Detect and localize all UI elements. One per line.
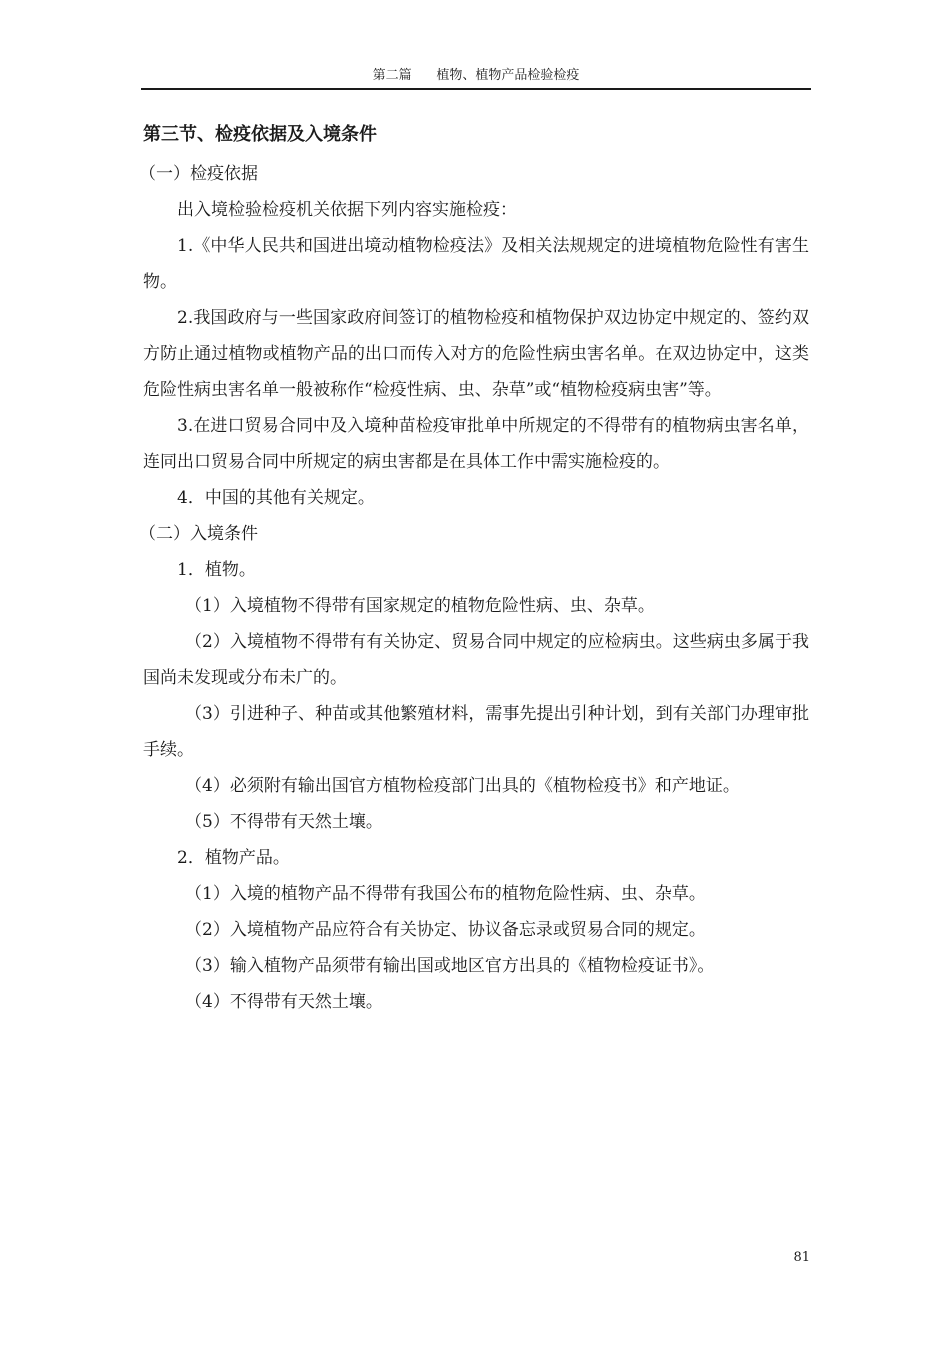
subsection-heading-conditions: （二）入境条件 xyxy=(139,524,258,544)
products-heading: 2．植物产品。 xyxy=(177,848,290,868)
subsection-heading-basis: （一）检疫依据 xyxy=(139,164,258,184)
paragraph-intro: 出入境检验检疫机关依据下列内容实施检疫： xyxy=(177,200,517,220)
page-number: 81 xyxy=(793,1250,810,1265)
plants-heading: 1．植物。 xyxy=(177,560,256,580)
basis-item-4: 4．中国的其他有关规定。 xyxy=(177,488,375,508)
products-item-3: （3）输入植物产品须带有输出国或地区官方出具的《植物检疫证书》。 xyxy=(185,956,715,976)
basis-item-3: 3.在进口贸易合同中及入境种苗检疫审批单中所规定的不得带有的植物病虫害名单，连同出口贸易合同中所规定的病虫害都是在具体工作中需实施检疫的。 xyxy=(143,416,809,472)
plants-item-3: （3）引进种子、种苗或其他繁殖材料，需事先提出引种计划，到有关部门办理审批手续。 xyxy=(143,704,809,760)
page-body xyxy=(139,120,809,1020)
plants-item-1: （1）入境植物不得带有国家规定的植物危险性病、虫、杂草。 xyxy=(185,596,655,616)
plants-item-2: （2）入境植物不得带有有关协定、贸易合同中规定的应检病虫。这些病虫多属于我国尚未发现或分布未广的。 xyxy=(143,632,809,688)
basis-item-2: 2.我国政府与一些国家政府间签订的植物检疫和植物保护双边协定中规定的、签约双方防止通过植物或植物产品的出口而传入对方的危险性病虫害名单。在双边协定中，这类危险性病虫害名单一般被称作“检疫性病、虫、杂草”或“植物检疫病虫害”等。 xyxy=(143,308,809,400)
section-title: 第三节、检疫依据及入境条件 xyxy=(143,124,377,145)
plants-item-4: （4）必须附有输出国官方植物检疫部门出具的《植物检疫书》和产地证。 xyxy=(185,776,740,796)
products-item-1: （1）入境的植物产品不得带有我国公布的植物危险性病、虫、杂草。 xyxy=(185,884,706,904)
running-header: 第二篇 植物、植物产品检验检疫 xyxy=(141,64,811,90)
basis-item-1: 1.《中华人民共和国进出境动植物检疫法》及相关法规规定的进境植物危险性有害生物。 xyxy=(143,236,809,292)
plants-item-5: （5）不得带有天然土壤。 xyxy=(185,812,383,832)
products-item-4: （4）不得带有天然土壤。 xyxy=(185,992,383,1012)
products-item-2: （2）入境植物产品应符合有关协定、协议备忘录或贸易合同的规定。 xyxy=(185,920,706,940)
